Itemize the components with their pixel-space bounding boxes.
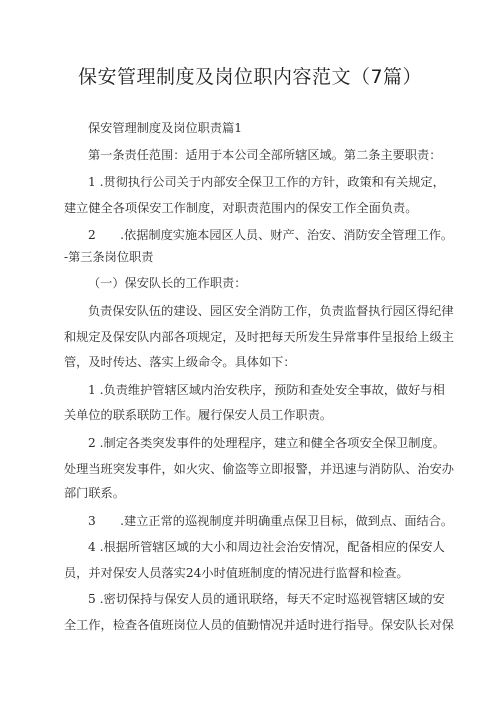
section-heading: 保安管理制度及岗位职责篇1 bbox=[88, 121, 243, 135]
paragraph-line: 员，并对保安人员落实24小时值班制度的情况进行监督和检查。 bbox=[64, 566, 409, 580]
paragraph-line: 第一条责任范围：适用于本公司全部所辖区域。第二条主要职责： bbox=[88, 148, 442, 162]
paragraph-line: 4 .根据所管辖区域的大小和周边社会治安情况，配备相应的保安人 bbox=[88, 540, 445, 554]
paragraph-line: 建立健全各项保安工作制度，对职责范围内的保安工作全面负责。 bbox=[64, 201, 418, 215]
paragraph-line: 2 .制定各类突发事件的处理程序，建立和健全各项安全保卫制度。 bbox=[88, 436, 445, 450]
paragraph-line: 1 .贯彻执行公司关于内部安全保卫工作的方针，政策和有关规定， bbox=[88, 175, 445, 189]
paragraph-line: 全工作，检查各值班岗位人员的值勤情况并适时进行指导。保安队长对保 bbox=[64, 618, 454, 632]
paragraph-line: 关单位的联系联防工作。履行保安人员工作职责。 bbox=[64, 408, 333, 422]
paragraph-line: 管，及时传达、落实上级命令。具体如下： bbox=[64, 355, 296, 369]
paragraph-line: 5 .密切保持与保安人员的通讯联络，每天不定时巡视管辖区域的安 bbox=[88, 592, 445, 606]
paragraph-line: 2 .依据制度实施本园区人员、财产、治安、消防安全管理工作。 bbox=[88, 228, 454, 242]
paragraph-line: 处理当班突发事件，如火灾、偷盗等立即报警，并迅速与消防队、治安办 bbox=[64, 462, 454, 476]
paragraph-line: 负责保安队伍的建设、园区安全消防工作，负责监督执行园区得纪律 bbox=[88, 304, 454, 318]
paragraph-line: 和规定及保安队内部各项规定，及时把每天所发生异常事件呈报给上级主 bbox=[64, 330, 454, 344]
paragraph-line: -第三条岗位职责 bbox=[64, 250, 154, 264]
paragraph-line: 部门联系。 bbox=[64, 486, 125, 500]
paragraph-line: 3 .建立正常的巡视制度并明确重点保卫目标，做到点、面结合。 bbox=[88, 514, 454, 528]
paragraph-line: 1 .负责维护管辖区域内治安秩序，预防和查处安全事故，做好与相 bbox=[88, 383, 445, 397]
subsection-heading: （一）保安队长的工作职责： bbox=[88, 276, 247, 290]
document-title: 保安管理制度及岗位职内容范文（7篇） bbox=[77, 66, 423, 88]
